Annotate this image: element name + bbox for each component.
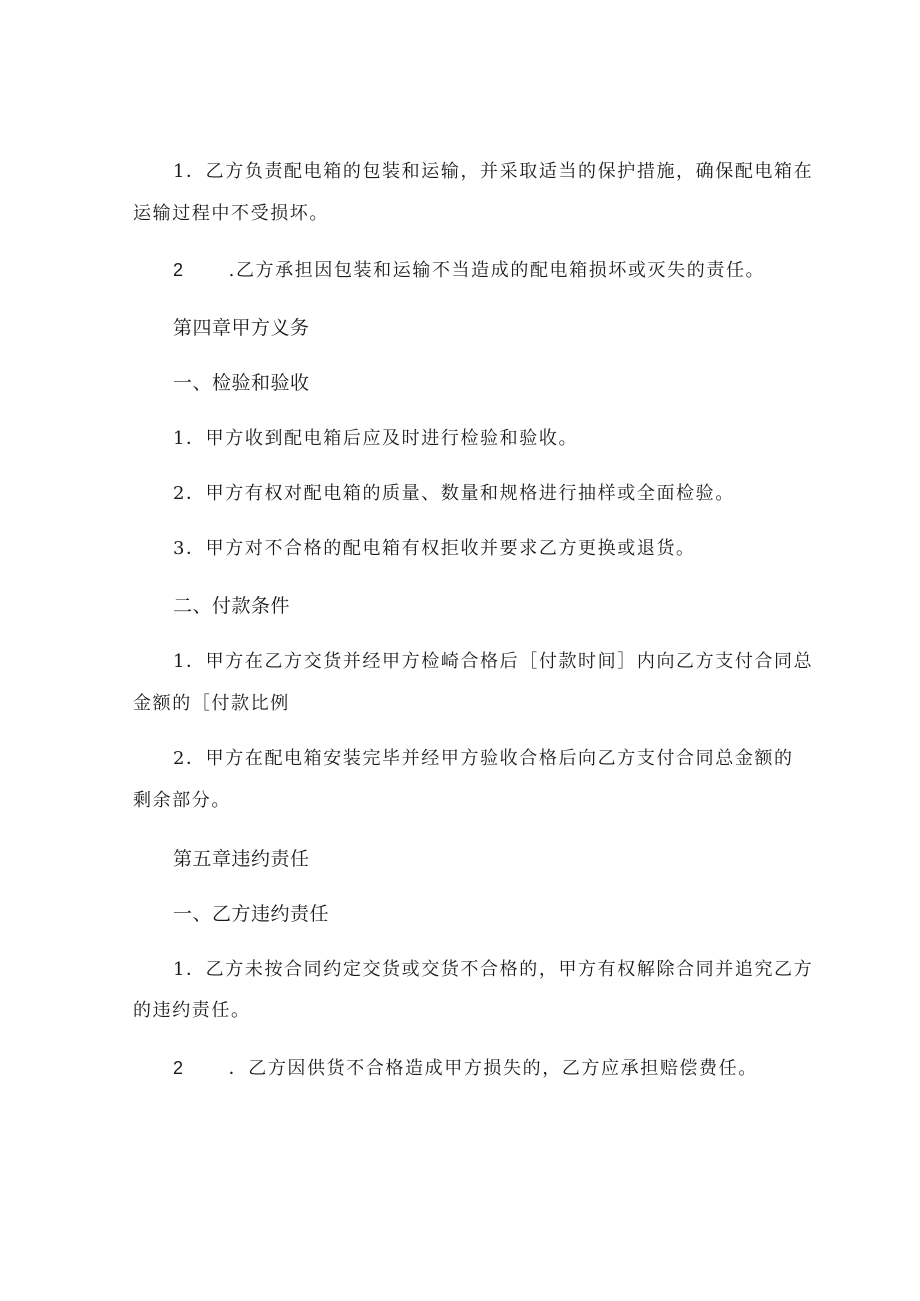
chapter-5-section-1-title: 一、乙方违约责任: [173, 903, 330, 925]
transport-item-1-line-1: 1．乙方负责配电箱的包装和运输，并采取适当的保护措施，确保配电箱在: [173, 161, 814, 182]
breach-item-2-text: ．乙方因供货不合格造成甲方损失的，乙方应承担赔偿费任。: [228, 1058, 758, 1079]
chapter-4-section-2-title: 二、付款条件: [173, 595, 291, 617]
chapter-5-title: 第五章违约责任: [173, 848, 310, 870]
inspection-item-1: 1．甲方收到配电箱后应及时进行检验和验收。: [173, 428, 579, 449]
payment-item-2-line-1: 2．甲方在配电箱安装完毕并经甲方验收合格后向乙方支付合同总金额的: [173, 748, 794, 769]
payment-item-2-line-2: 剩余部分。: [133, 790, 231, 811]
payment-item-1-line-2: 金额的［付款比例: [133, 693, 290, 714]
transport-item-2-number: 2: [173, 260, 185, 280]
transport-item-2: [173, 258, 765, 283]
breach-item-2-number: 2: [173, 1058, 185, 1078]
transport-item-2-text: .乙方承担因包装和运输不当造成的配电箱损坏或灭失的责任。: [228, 260, 766, 281]
breach-item-1-line-2: 的违约责任。: [133, 1000, 251, 1021]
breach-item-2: [173, 1056, 758, 1081]
breach-item-1-line-1: 1．乙方未按合同约定交货或交货不合格的，甲方有权解除合同并追究乙方: [173, 959, 814, 980]
chapter-4-section-1-title: 一、检验和验收: [173, 372, 310, 394]
inspection-item-2: 2．甲方有权对配电箱的质量、数量和规格进行抽样或全面检验。: [173, 483, 735, 504]
payment-item-1-line-1: 1．甲方在乙方交货并经甲方检崎合格后［付款时间］内向乙方支付合同总: [173, 651, 814, 672]
chapter-4-title: 第四章甲方义务: [173, 317, 310, 339]
inspection-item-3: 3．甲方对不合格的配电箱有权拒收并要求乙方更换或退货。: [173, 538, 696, 559]
transport-item-1-line-2: 运输过程中不受损坏。: [133, 203, 329, 224]
